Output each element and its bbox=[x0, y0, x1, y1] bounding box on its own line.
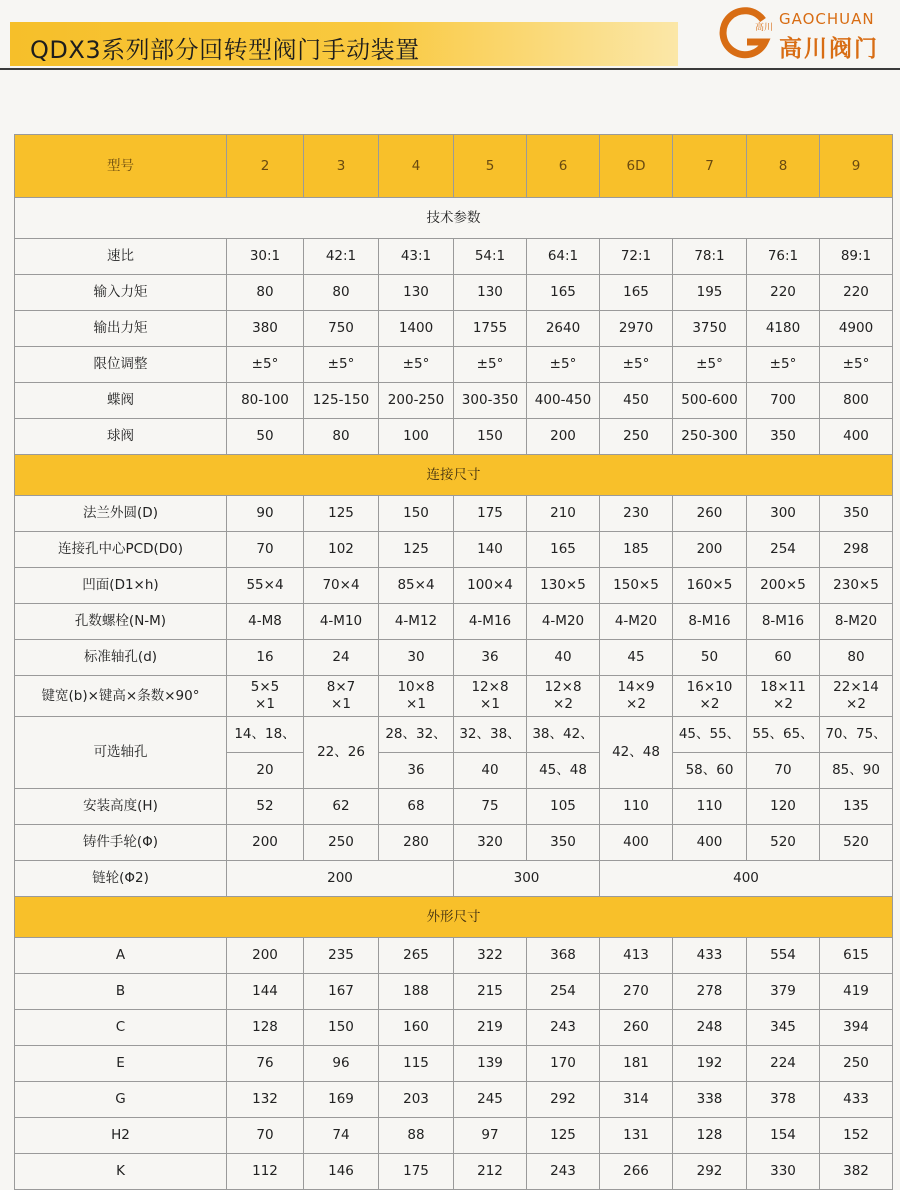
table-cell: 2970 bbox=[600, 311, 673, 347]
sprocket-group: 300 bbox=[454, 861, 600, 897]
table-cell: 43:1 bbox=[379, 239, 454, 275]
table-cell: 75 bbox=[454, 789, 527, 825]
table-cell: 181 bbox=[600, 1046, 673, 1082]
table-cell: 188 bbox=[379, 974, 454, 1010]
table-cell: 74 bbox=[304, 1118, 379, 1154]
table-cell: 102 bbox=[304, 532, 379, 568]
table-cell: 300-350 bbox=[454, 383, 527, 419]
model-3: 3 bbox=[304, 135, 379, 198]
section-connect: 连接尺寸 bbox=[15, 455, 893, 496]
table-cell: 3750 bbox=[673, 311, 747, 347]
row-label: 输入力矩 bbox=[15, 275, 227, 311]
key-top: 8×7 bbox=[326, 679, 356, 695]
table-cell: 8-M16 bbox=[747, 604, 820, 640]
row-label: 法兰外圆(D) bbox=[15, 496, 227, 532]
key-bottom: ×2 bbox=[553, 696, 573, 712]
table-cell: 192 bbox=[673, 1046, 747, 1082]
table-cell: 45、55、 bbox=[673, 717, 747, 753]
table-cell: 379 bbox=[747, 974, 820, 1010]
table-row bbox=[15, 825, 893, 861]
table-cell: 265 bbox=[379, 938, 454, 974]
table-cell: 170 bbox=[527, 1046, 600, 1082]
table-cell: 175 bbox=[454, 496, 527, 532]
table-cell: 230×5 bbox=[820, 568, 893, 604]
table-cell: 100×4 bbox=[454, 568, 527, 604]
key-bottom: ×2 bbox=[773, 696, 793, 712]
header-banner bbox=[0, 0, 900, 70]
table-cell: 250 bbox=[600, 419, 673, 455]
table-cell: 260 bbox=[673, 496, 747, 532]
table-cell: ±5° bbox=[527, 347, 600, 383]
table-cell: 4900 bbox=[820, 311, 893, 347]
table-cell: 8-M20 bbox=[820, 604, 893, 640]
optional-bore-row bbox=[15, 717, 893, 753]
table-cell: 615 bbox=[820, 938, 893, 974]
row-label: 连接孔中心PCD(D0) bbox=[15, 532, 227, 568]
table-cell: 131 bbox=[600, 1118, 673, 1154]
key-top: 22×14 bbox=[833, 679, 879, 695]
table-cell: 167 bbox=[304, 974, 379, 1010]
row-label: 铸件手轮(Φ) bbox=[15, 825, 227, 861]
table-cell: 450 bbox=[600, 383, 673, 419]
table-cell: 54:1 bbox=[454, 239, 527, 275]
table-row bbox=[15, 275, 893, 311]
table-row bbox=[15, 1046, 893, 1082]
section-row bbox=[15, 897, 893, 938]
table-cell: 394 bbox=[820, 1010, 893, 1046]
table-cell: 500-600 bbox=[673, 383, 747, 419]
table-cell: ±5° bbox=[227, 347, 304, 383]
table-cell: 70×4 bbox=[304, 568, 379, 604]
table-cell: 245 bbox=[454, 1082, 527, 1118]
table-cell: 160×5 bbox=[673, 568, 747, 604]
key-cell bbox=[600, 676, 673, 717]
table-cell: 8-M16 bbox=[673, 604, 747, 640]
table-cell: 76 bbox=[227, 1046, 304, 1082]
table-cell: 64:1 bbox=[527, 239, 600, 275]
table-cell: 125 bbox=[527, 1118, 600, 1154]
table-cell: 292 bbox=[527, 1082, 600, 1118]
table-cell: 110 bbox=[673, 789, 747, 825]
table-cell: 72:1 bbox=[600, 239, 673, 275]
table-cell: 4-M16 bbox=[454, 604, 527, 640]
row-label: 输出力矩 bbox=[15, 311, 227, 347]
table-cell: 243 bbox=[527, 1010, 600, 1046]
table-cell: 210 bbox=[527, 496, 600, 532]
table-cell: 200 bbox=[527, 419, 600, 455]
table-cell: 45 bbox=[600, 640, 673, 676]
table-row bbox=[15, 568, 893, 604]
table-cell: 139 bbox=[454, 1046, 527, 1082]
row-label: A bbox=[15, 938, 227, 974]
table-cell: 520 bbox=[747, 825, 820, 861]
model-6: 6 bbox=[527, 135, 600, 198]
key-top: 16×10 bbox=[686, 679, 733, 695]
table-cell: 800 bbox=[820, 383, 893, 419]
key-top: 12×8 bbox=[471, 679, 509, 695]
table-cell: 4180 bbox=[747, 311, 820, 347]
table-cell: 76:1 bbox=[747, 239, 820, 275]
table-cell: 128 bbox=[673, 1118, 747, 1154]
table-cell: 90 bbox=[227, 496, 304, 532]
table-cell: 224 bbox=[747, 1046, 820, 1082]
table-cell: 400 bbox=[600, 825, 673, 861]
table-row bbox=[15, 1118, 893, 1154]
table-cell: 36 bbox=[454, 640, 527, 676]
table-row bbox=[15, 496, 893, 532]
table-cell: 314 bbox=[600, 1082, 673, 1118]
table-cell: 200-250 bbox=[379, 383, 454, 419]
table-cell: 243 bbox=[527, 1154, 600, 1190]
table-cell: 14、18、 bbox=[227, 717, 304, 753]
table-row bbox=[15, 311, 893, 347]
key-cell bbox=[227, 676, 304, 717]
spec-table bbox=[14, 134, 893, 1190]
table-cell: 85×4 bbox=[379, 568, 454, 604]
section-row bbox=[15, 455, 893, 496]
table-cell: 160 bbox=[379, 1010, 454, 1046]
model-7: 7 bbox=[673, 135, 747, 198]
table-cell: 200 bbox=[227, 938, 304, 974]
table-cell: 2640 bbox=[527, 311, 600, 347]
table-cell: 78:1 bbox=[673, 239, 747, 275]
table-cell: 195 bbox=[673, 275, 747, 311]
table-cell: 85、90 bbox=[820, 753, 893, 789]
table-row bbox=[15, 347, 893, 383]
table-cell: ±5° bbox=[747, 347, 820, 383]
key-bottom: ×1 bbox=[480, 696, 500, 712]
table-cell: 30 bbox=[379, 640, 454, 676]
table-cell: 298 bbox=[820, 532, 893, 568]
table-cell: 150 bbox=[454, 419, 527, 455]
table-cell: 200 bbox=[673, 532, 747, 568]
table-cell: 40 bbox=[454, 753, 527, 789]
table-cell: 215 bbox=[454, 974, 527, 1010]
table-cell: 70 bbox=[227, 1118, 304, 1154]
table-cell: 150 bbox=[379, 496, 454, 532]
table-cell: 36 bbox=[379, 753, 454, 789]
table-cell: 96 bbox=[304, 1046, 379, 1082]
table-cell: 50 bbox=[227, 419, 304, 455]
table-cell: 700 bbox=[747, 383, 820, 419]
table-cell: 140 bbox=[454, 532, 527, 568]
table-cell: 70、75、 bbox=[820, 717, 893, 753]
row-label: 键宽(b)×键高×条数×90° bbox=[15, 676, 227, 717]
row-label: E bbox=[15, 1046, 227, 1082]
table-row bbox=[15, 1154, 893, 1190]
table-cell: 110 bbox=[600, 789, 673, 825]
table-row bbox=[15, 239, 893, 275]
table-row bbox=[15, 419, 893, 455]
key-cell bbox=[454, 676, 527, 717]
table-cell: 70 bbox=[227, 532, 304, 568]
company-logo bbox=[717, 6, 897, 62]
model-8: 8 bbox=[747, 135, 820, 198]
table-cell: 105 bbox=[527, 789, 600, 825]
model-4: 4 bbox=[379, 135, 454, 198]
table-cell: 554 bbox=[747, 938, 820, 974]
table-cell: ±5° bbox=[673, 347, 747, 383]
row-label: 孔数螺栓(N-M) bbox=[15, 604, 227, 640]
table-cell: 150×5 bbox=[600, 568, 673, 604]
table-cell: 154 bbox=[747, 1118, 820, 1154]
table-cell: ±5° bbox=[820, 347, 893, 383]
table-cell: 80 bbox=[820, 640, 893, 676]
model-5: 5 bbox=[454, 135, 527, 198]
table-cell: 248 bbox=[673, 1010, 747, 1046]
table-cell: 32、38、 bbox=[454, 717, 527, 753]
table-cell: 50 bbox=[673, 640, 747, 676]
table-cell: 254 bbox=[747, 532, 820, 568]
table-cell: 350 bbox=[527, 825, 600, 861]
table-cell: 413 bbox=[600, 938, 673, 974]
key-top: 5×5 bbox=[250, 679, 280, 695]
key-cell bbox=[527, 676, 600, 717]
table-row bbox=[15, 532, 893, 568]
model-9: 9 bbox=[820, 135, 893, 198]
table-cell: 200 bbox=[227, 825, 304, 861]
row-label: G bbox=[15, 1082, 227, 1118]
section-outline: 外形尺寸 bbox=[15, 897, 893, 938]
table-cell: 235 bbox=[304, 938, 379, 974]
table-cell: 135 bbox=[820, 789, 893, 825]
table-cell: 80 bbox=[304, 275, 379, 311]
table-row bbox=[15, 604, 893, 640]
table-cell: 38、42、 bbox=[527, 717, 600, 753]
table-cell: 230 bbox=[600, 496, 673, 532]
table-cell: 42:1 bbox=[304, 239, 379, 275]
table-cell: 433 bbox=[673, 938, 747, 974]
table-cell: 750 bbox=[304, 311, 379, 347]
table-cell: 322 bbox=[454, 938, 527, 974]
table-cell: 4-M10 bbox=[304, 604, 379, 640]
table-cell: 368 bbox=[527, 938, 600, 974]
row-label: 标准轴孔(d) bbox=[15, 640, 227, 676]
key-cell bbox=[747, 676, 820, 717]
table-cell: 130 bbox=[454, 275, 527, 311]
table-cell: 169 bbox=[304, 1082, 379, 1118]
key-cell bbox=[379, 676, 454, 717]
table-cell: 58、60 bbox=[673, 753, 747, 789]
table-cell: ±5° bbox=[600, 347, 673, 383]
row-label: 安装高度(H) bbox=[15, 789, 227, 825]
key-cell bbox=[820, 676, 893, 717]
table-cell: 250 bbox=[304, 825, 379, 861]
key-bottom: ×1 bbox=[406, 696, 426, 712]
key-top: 10×8 bbox=[397, 679, 435, 695]
row-label: B bbox=[15, 974, 227, 1010]
table-cell: 320 bbox=[454, 825, 527, 861]
table-cell: 80-100 bbox=[227, 383, 304, 419]
section-tech: 技术参数 bbox=[15, 198, 893, 239]
key-bottom: ×1 bbox=[255, 696, 275, 712]
table-cell: 150 bbox=[304, 1010, 379, 1046]
row-label: K bbox=[15, 1154, 227, 1190]
table-cell: 212 bbox=[454, 1154, 527, 1190]
table-cell: 278 bbox=[673, 974, 747, 1010]
table-cell: 266 bbox=[600, 1154, 673, 1190]
table-cell: 89:1 bbox=[820, 239, 893, 275]
table-cell: 144 bbox=[227, 974, 304, 1010]
table-cell: 219 bbox=[454, 1010, 527, 1046]
table-cell: 4-M20 bbox=[527, 604, 600, 640]
table-cell: 165 bbox=[600, 275, 673, 311]
page-title: QDX3系列部分回转型阀门手动装置 bbox=[30, 36, 420, 64]
table-cell: 16 bbox=[227, 640, 304, 676]
table-cell: 132 bbox=[227, 1082, 304, 1118]
row-label: C bbox=[15, 1010, 227, 1046]
table-cell: 125-150 bbox=[304, 383, 379, 419]
table-cell: 40 bbox=[527, 640, 600, 676]
row-label: H2 bbox=[15, 1118, 227, 1154]
table-cell: 4-M8 bbox=[227, 604, 304, 640]
table-cell: 260 bbox=[600, 1010, 673, 1046]
table-cell: 250-300 bbox=[673, 419, 747, 455]
table-cell: 100 bbox=[379, 419, 454, 455]
table-cell: 130×5 bbox=[527, 568, 600, 604]
table-row bbox=[15, 974, 893, 1010]
table-cell: 350 bbox=[820, 496, 893, 532]
table-cell: 433 bbox=[820, 1082, 893, 1118]
table-cell: 350 bbox=[747, 419, 820, 455]
key-bottom: ×2 bbox=[626, 696, 646, 712]
table-cell: 203 bbox=[379, 1082, 454, 1118]
table-cell: 400 bbox=[820, 419, 893, 455]
table-cell: 254 bbox=[527, 974, 600, 1010]
table-cell: 42、48 bbox=[600, 717, 673, 789]
table-cell: 400-450 bbox=[527, 383, 600, 419]
table-cell: 52 bbox=[227, 789, 304, 825]
table-cell: 28、32、 bbox=[379, 717, 454, 753]
table-cell: 4-M20 bbox=[600, 604, 673, 640]
table-row bbox=[15, 789, 893, 825]
table-cell: 68 bbox=[379, 789, 454, 825]
row-label: 蝶阀 bbox=[15, 383, 227, 419]
sprocket-group: 200 bbox=[227, 861, 454, 897]
table-cell: 55×4 bbox=[227, 568, 304, 604]
model-2: 2 bbox=[227, 135, 304, 198]
table-cell: ±5° bbox=[379, 347, 454, 383]
table-cell: 130 bbox=[379, 275, 454, 311]
table-cell: 220 bbox=[820, 275, 893, 311]
table-row bbox=[15, 1010, 893, 1046]
key-bottom: ×2 bbox=[846, 696, 866, 712]
table-cell: 88 bbox=[379, 1118, 454, 1154]
table-cell: 22、26 bbox=[304, 717, 379, 789]
logo-mark-text: 高川 bbox=[755, 23, 773, 33]
key-top: 14×9 bbox=[617, 679, 655, 695]
table-cell: 20 bbox=[227, 753, 304, 789]
table-cell: 55、65、 bbox=[747, 717, 820, 753]
table-cell: 292 bbox=[673, 1154, 747, 1190]
key-cell bbox=[304, 676, 379, 717]
table-cell: 338 bbox=[673, 1082, 747, 1118]
table-cell: 165 bbox=[527, 275, 600, 311]
model-6D: 6D bbox=[600, 135, 673, 198]
section-row bbox=[15, 198, 893, 239]
row-label: 链轮(Φ2) bbox=[15, 861, 227, 897]
table-cell: 125 bbox=[379, 532, 454, 568]
table-cell: 330 bbox=[747, 1154, 820, 1190]
logo-chinese: 高川阀门 bbox=[779, 36, 879, 62]
table-cell: 345 bbox=[747, 1010, 820, 1046]
sprocket-group: 400 bbox=[600, 861, 893, 897]
table-cell: 24 bbox=[304, 640, 379, 676]
table-cell: 80 bbox=[304, 419, 379, 455]
key-bottom: ×1 bbox=[331, 696, 351, 712]
table-cell: 146 bbox=[304, 1154, 379, 1190]
table-cell: 185 bbox=[600, 532, 673, 568]
table-cell: 250 bbox=[820, 1046, 893, 1082]
table-cell: 1400 bbox=[379, 311, 454, 347]
table-cell: 165 bbox=[527, 532, 600, 568]
key-top: 12×8 bbox=[544, 679, 582, 695]
table-cell: 60 bbox=[747, 640, 820, 676]
table-cell: 62 bbox=[304, 789, 379, 825]
table-cell: 200×5 bbox=[747, 568, 820, 604]
table-row bbox=[15, 1082, 893, 1118]
table-cell: 80 bbox=[227, 275, 304, 311]
row-label: 球阀 bbox=[15, 419, 227, 455]
table-cell: 4-M12 bbox=[379, 604, 454, 640]
key-bottom: ×2 bbox=[699, 696, 720, 712]
table-cell: ±5° bbox=[454, 347, 527, 383]
table-cell: 400 bbox=[673, 825, 747, 861]
logo-english: GAOCHUAN bbox=[779, 10, 875, 28]
table-cell: 270 bbox=[600, 974, 673, 1010]
spec-table-body bbox=[15, 135, 893, 1190]
title-bar bbox=[10, 22, 678, 66]
header-row bbox=[15, 135, 893, 198]
sprocket-row bbox=[15, 861, 893, 897]
table-cell: 120 bbox=[747, 789, 820, 825]
table-cell: 175 bbox=[379, 1154, 454, 1190]
row-label: 凹面(D1×h) bbox=[15, 568, 227, 604]
table-cell: ±5° bbox=[304, 347, 379, 383]
key-top: 18×11 bbox=[760, 679, 806, 695]
model-label: 型号 bbox=[15, 135, 227, 198]
table-row bbox=[15, 383, 893, 419]
row-label: 速比 bbox=[15, 239, 227, 275]
table-row bbox=[15, 938, 893, 974]
table-cell: 378 bbox=[747, 1082, 820, 1118]
table-row bbox=[15, 640, 893, 676]
table-cell: 380 bbox=[227, 311, 304, 347]
table-cell: 520 bbox=[820, 825, 893, 861]
table-cell: 1755 bbox=[454, 311, 527, 347]
row-label: 限位调整 bbox=[15, 347, 227, 383]
table-cell: 45、48 bbox=[527, 753, 600, 789]
table-cell: 112 bbox=[227, 1154, 304, 1190]
key-cell bbox=[673, 676, 747, 717]
table-cell: 30:1 bbox=[227, 239, 304, 275]
table-cell: 152 bbox=[820, 1118, 893, 1154]
table-cell: 300 bbox=[747, 496, 820, 532]
table-cell: 382 bbox=[820, 1154, 893, 1190]
table-cell: 220 bbox=[747, 275, 820, 311]
table-cell: 70 bbox=[747, 753, 820, 789]
table-cell: 115 bbox=[379, 1046, 454, 1082]
table-cell: 280 bbox=[379, 825, 454, 861]
table-cell: 125 bbox=[304, 496, 379, 532]
table-cell: 419 bbox=[820, 974, 893, 1010]
table-cell: 97 bbox=[454, 1118, 527, 1154]
table-cell: 128 bbox=[227, 1010, 304, 1046]
key-row bbox=[15, 676, 893, 717]
gaochuan-logo-icon bbox=[717, 6, 773, 62]
row-label: 可选轴孔 bbox=[15, 717, 227, 789]
